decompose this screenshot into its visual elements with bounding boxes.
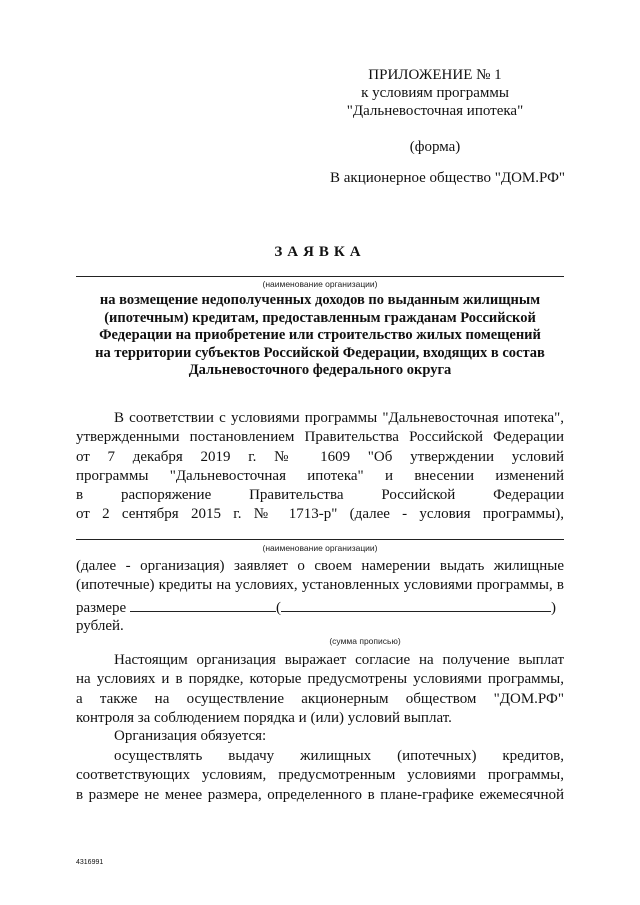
amount-number-field[interactable]: [130, 597, 276, 612]
amount-label: размере: [76, 600, 127, 616]
text-line: программы "Дальневосточная ипотека" и внесении изменений: [76, 467, 564, 484]
appendix-number: ПРИЛОЖЕНИЕ № 1: [368, 67, 502, 83]
text-line: (ипотечные) кредиты на условиях, установленных условиями программы, в: [76, 577, 564, 594]
document-code: 4316991: [76, 859, 104, 866]
subject-line: на территории субъектов Российской Федерации, входящих в состав: [95, 344, 545, 361]
text-line: В соответствии с условиями программы "Дальневосточная ипотека",: [114, 410, 564, 426]
amount-open-paren: (: [275, 600, 281, 616]
addressee: В акционерное общество "ДОМ.РФ": [330, 170, 566, 186]
organization-name-caption: (наименование организации): [262, 279, 378, 289]
form-label: (форма): [409, 139, 461, 155]
text-line: от 7 декабря 2019 г. № 1609 "Об утверждении условий: [76, 448, 564, 465]
appendix-conditions: к условиям программы: [361, 85, 509, 101]
organization-name-line[interactable]: [76, 276, 564, 277]
appendix-header: [300, 66, 570, 120]
amount-currency: рублей.: [76, 618, 124, 634]
text-line: а также на осуществление акционерным обществом "ДОМ.РФ": [76, 690, 564, 707]
organization-name-caption-2: (наименование организации): [262, 543, 378, 553]
paragraph-legal-basis: [76, 409, 564, 525]
subject-line: на возмещение недополученных доходов по выданным жилищным: [99, 292, 541, 308]
paragraph-intention: [76, 557, 564, 596]
text-line: осуществлять выдачу жилищных (ипотечных) кредитов,: [114, 748, 564, 764]
text-line: на условиях и в порядке, которые предусмотрены условиями программы,: [76, 671, 564, 688]
subject-line: (ипотечным) кредитам, предоставленным гражданам Российской: [104, 309, 536, 326]
subject-line: Федерации на приобретение или строительство жилых помещений: [99, 327, 541, 343]
text-line: соответствующих условиям, предусмотренным условиями программы,: [76, 767, 564, 784]
amount-row: [76, 597, 576, 617]
document-title: ЗАЯВКА: [274, 244, 366, 260]
text-line: контроля за соблюдением порядка и (или) условий выплат.: [76, 709, 452, 726]
text-line: (далее - организация) заявляет о своем намерении выдать жилищные: [76, 558, 564, 574]
appendix-program-name: "Дальневосточная ипотека": [346, 103, 524, 119]
paragraph-obligations: [76, 747, 564, 805]
amount-caption: (сумма прописью): [329, 636, 401, 646]
subject-line: Дальневосточного федерального округа: [188, 362, 452, 378]
request-subject: [70, 292, 570, 380]
text-line: в размере не менее размера, определенного в плане-графике ежемесячной: [76, 786, 564, 803]
text-line: утвержденными постановлением Правительства Российской Федерации: [76, 429, 564, 446]
text-line: Настоящим организация выражает согласие на получение выплат: [114, 652, 564, 668]
text-line: от 2 сентября 2015 г. № 1713-р" (далее - условия программы),: [76, 506, 564, 523]
paragraph-consent: [76, 651, 564, 728]
amount-words-field[interactable]: [281, 597, 551, 612]
organization-name-line-2[interactable]: [76, 539, 564, 540]
amount-close-paren: ): [550, 600, 556, 616]
obligations-intro: Организация обязуется:: [114, 728, 267, 744]
text-line: в распоряжение Правительства Российской Федерации: [76, 487, 564, 504]
